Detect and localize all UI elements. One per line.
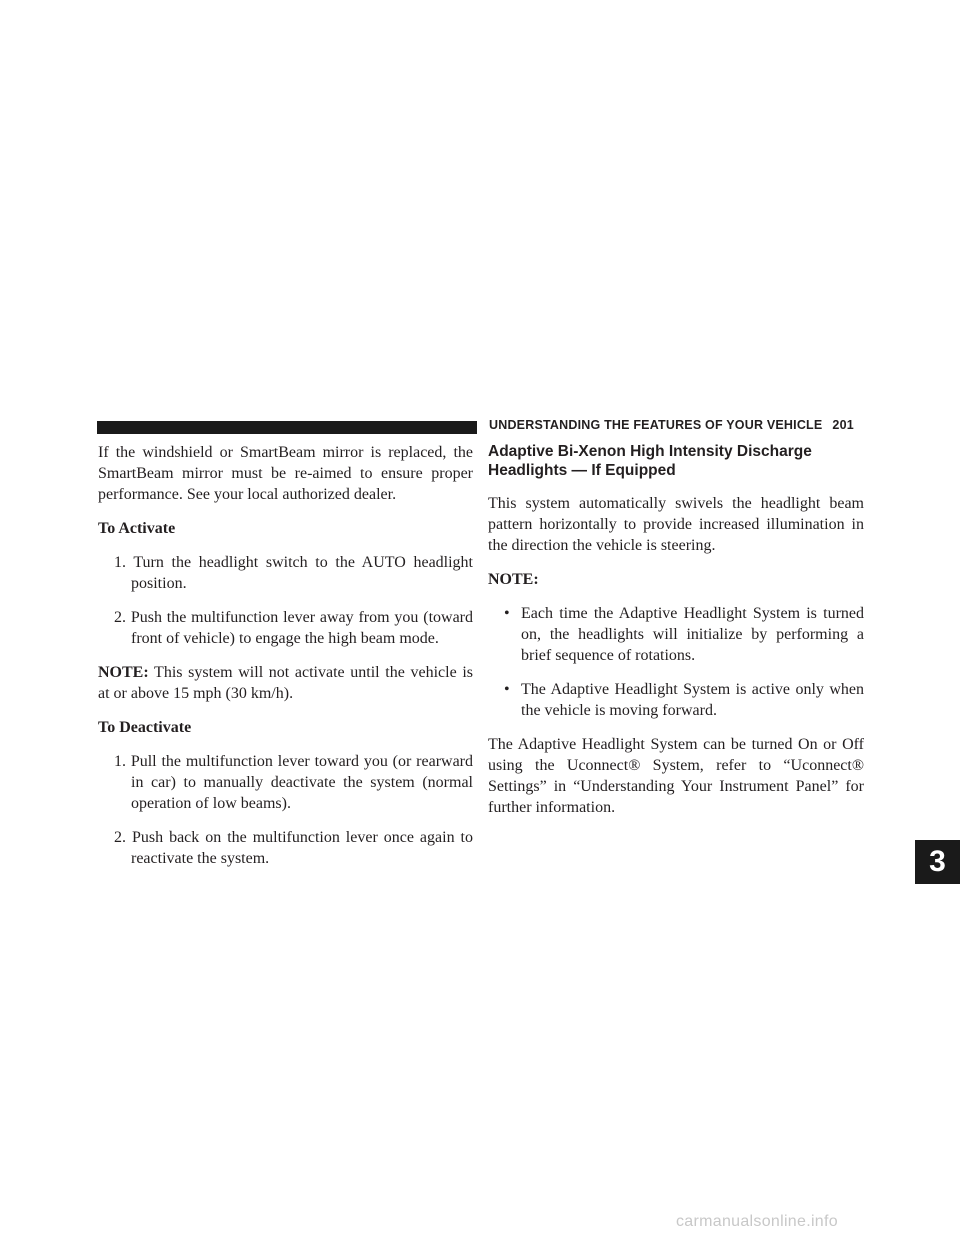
page-number: 201 [832, 418, 854, 432]
section-heading-line-1: Adaptive Bi-Xenon High Intensity Discharge [488, 443, 812, 460]
section-title: UNDERSTANDING THE FEATURES OF YOUR VEHICLE [489, 418, 823, 432]
note-paragraph [98, 662, 473, 704]
closing-paragraph: The Adaptive Headlight System can be turned On or Off using the Uconnect® System, refer to “Uconnect® Settings” in “Understanding Your Instrument Panel” for further information. [488, 736, 864, 816]
header-rule [97, 421, 477, 434]
bullet-text: The Adaptive Headlight System is active only when the vehicle is moving forward. [521, 681, 864, 719]
activate-step-2: 2. Push the multifunction lever away from you (toward front of vehicle) to engage the high beam mode. [114, 609, 473, 647]
adaptive-intro-paragraph: This system automatically swivels the headlight beam pattern horizontally to provide increased illumination in the direction the vehicle is steering. [488, 495, 864, 554]
bullet-icon: • [504, 605, 510, 622]
to-activate-heading: To Activate [98, 520, 176, 537]
deactivate-step-1: 1. Pull the multifunction lever toward you (or rearward in car) to manually deactivate the system (normal operation of low beams). [114, 753, 473, 812]
note-text: This system will not activate until the vehicle is at or above 15 mph (30 km/h). [98, 664, 474, 702]
intro-paragraph: If the windshield or SmartBeam mirror is replaced, the SmartBeam mirror must be re-aimed to ensure proper performance. See your local authorized dealer. [98, 444, 473, 503]
chapter-tab: 3 [915, 840, 960, 884]
right-column [488, 442, 864, 818]
section-heading-line-2: Headlights — If Equipped [488, 462, 676, 479]
bullet-text: Each time the Adaptive Headlight System is turned on, the headlights will initialize by performing a brief sequence of rotations. [521, 605, 864, 664]
deactivate-step-2: 2. Push back on the multifunction lever once again to reactivate the system. [114, 829, 473, 867]
running-header [489, 418, 854, 432]
bullet-icon: • [504, 681, 510, 698]
bullet-item [488, 603, 864, 666]
left-column [98, 442, 473, 869]
activate-step-1: 1. Turn the headlight switch to the AUTO headlight position. [114, 554, 473, 592]
note-heading: NOTE: [488, 571, 539, 588]
section-heading [488, 442, 864, 480]
bullet-item [488, 679, 864, 721]
note-label: NOTE: [98, 664, 149, 681]
to-deactivate-heading: To Deactivate [98, 719, 192, 736]
watermark-text: carmanualsonline.info [676, 1213, 838, 1230]
